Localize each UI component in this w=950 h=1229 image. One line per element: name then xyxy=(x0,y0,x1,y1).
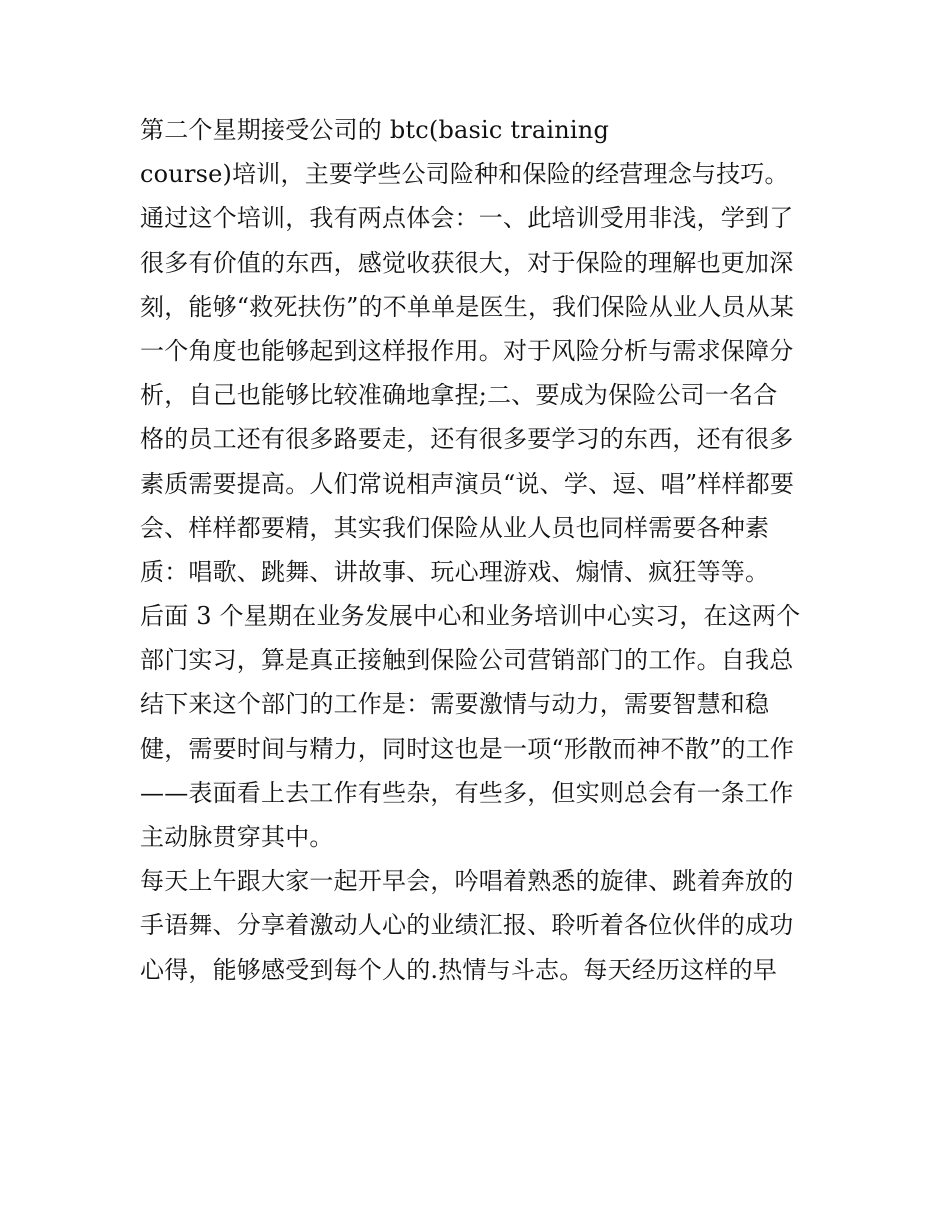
text-line: 后面 3 个星期在业务发展中心和业务培训中心实习，在这两个 xyxy=(140,602,801,631)
text-line: 格的员工还有很多路要走，还有很多要学习的东西，还有很多 xyxy=(140,425,794,454)
text-line: 每天上午跟大家一起开早会，吟唱着熟悉的旋律、跳着奔放的 xyxy=(140,867,794,896)
text-line: 很多有价值的东西，感觉收获很大，对于保险的理解也更加深 xyxy=(140,248,794,277)
text-line: 素质需要提高。人们常说相声演员“说、学、逗、唱”样样都要 xyxy=(140,469,795,498)
text-line: 通过这个培训，我有两点体会：一、此培训受用非浅，学到了 xyxy=(140,204,794,233)
text-line: 健，需要时间与精力，同时这也是一项“形散而神不散”的工作 xyxy=(140,734,795,763)
text-line: 会、样样都要精，其实我们保险从业人员也同样需要各种素 xyxy=(140,513,770,542)
text-line: 质：唱歌、跳舞、讲故事、玩心理游戏、煽情、疯狂等等。 xyxy=(140,557,770,586)
body-text xyxy=(140,108,820,992)
text-line: 一个角度也能够起到这样报作用。对于风险分析与需求保障分 xyxy=(140,336,794,365)
text-line: 手语舞、分享着激动人心的业绩汇报、聆听着各位伙伴的成功 xyxy=(140,911,794,940)
text-line: course)培训，主要学些公司险种和保险的经营理念与技巧。 xyxy=(140,160,789,189)
text-line: 结下来这个部门的工作是：需要激情与动力，需要智慧和稳 xyxy=(140,690,770,719)
text-line: 析，自己也能够比较准确地拿捏;二、要成为保险公司一名合 xyxy=(140,381,778,410)
text-line: 刻，能够“救死扶伤”的不单单是医生，我们保险从业人员从某 xyxy=(140,292,795,321)
text-line: 第二个星期接受公司的 btc(basic training xyxy=(140,116,610,144)
text-line: 主动脉贯穿其中。 xyxy=(140,823,334,851)
text-line: 心得，能够感受到每个人的.热情与斗志。每天经历这样的早 xyxy=(140,955,778,984)
text-line: ——表面看上去工作有些杂，有些多，但实则总会有一条工作 xyxy=(140,778,794,807)
text-line: 部门实习，算是真正接触到保险公司营销部门的工作。自我总 xyxy=(140,646,794,675)
